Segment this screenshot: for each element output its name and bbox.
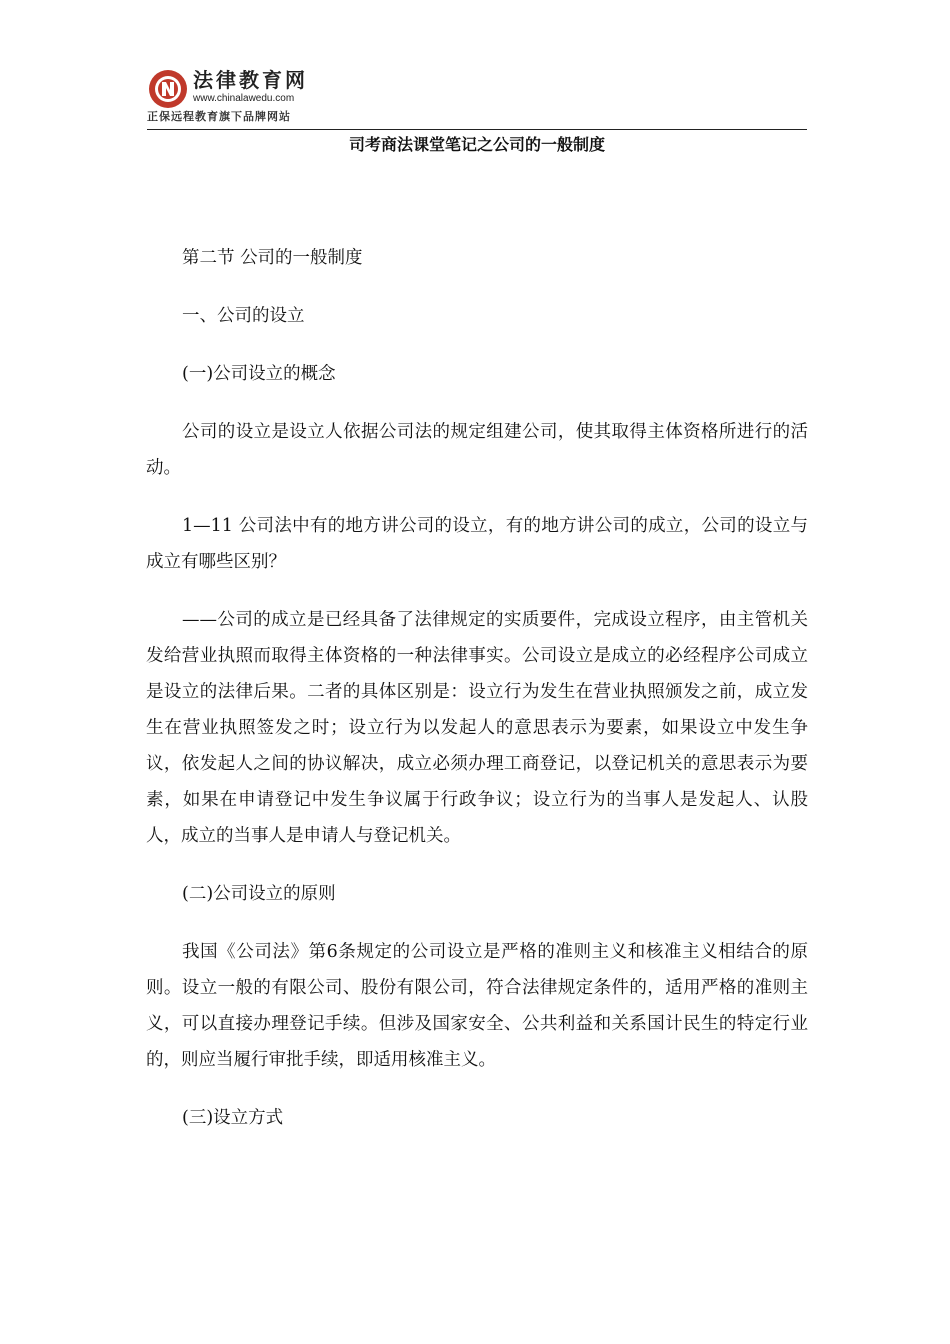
body-paragraph: 公司的设立是设立人依据公司法的规定组建公司，使其取得主体资格所进行的活动。 — [146, 422, 808, 478]
subsection-heading: (一)公司设立的概念 — [182, 364, 336, 384]
logo-name: 法律教育网 — [193, 68, 308, 92]
logo-subtitle: 正保远程教育旗下品牌网站 — [147, 110, 291, 123]
answer-paragraph: ——公司的成立是已经具备了法律规定的实质要件，完成设立程序，由主管机关发给营业执照而取得主体资格的一种法律事实。公司设立是成立的必经程序公司成立是设立的法律后果。二者的具体区别是：设立行为发生在营业执照颁发之前，成立发生在营业执照签发之时；设立行为以发起人的意思表示为要素，如果设立中发生争议，依发起人之间的协议解决，成立必须办理工商登记，以登记机关的意思表示为要素，如果在申请登记中发生争议属于行政争议；设立行为的当事人是发起人、认股人，成立的当事人是申请人与登记机关。 — [146, 610, 808, 846]
subsection-heading: 一、公司的设立 — [182, 306, 305, 326]
header-divider — [147, 129, 807, 130]
subsection-heading: (二)公司设立的原则 — [182, 884, 336, 904]
site-header — [147, 66, 807, 130]
document-body — [146, 240, 808, 1158]
subsection-heading: (三)设立方式 — [182, 1108, 284, 1128]
logo-url: www.chinalawedu.com — [193, 93, 295, 104]
body-paragraph: 我国《公司法》第6条规定的公司设立是严格的准则主义和核准主义相结合的原则。设立一般的有限公司、股份有限公司，符合法律规定条件的，适用严格的准则主义，可以直接办理登记手续。但涉及国家安全、公共利益和关系国计民生的特定行业的，则应当履行审批手续，即适用核准主义。 — [146, 942, 808, 1070]
document-title: 司考商法课堂笔记之公司的一般制度 — [348, 135, 605, 154]
law-edu-logo-icon — [147, 68, 189, 110]
section-heading: 第二节 公司的一般制度 — [182, 248, 363, 268]
question-paragraph: 1—11 公司法中有的地方讲公司的设立，有的地方讲公司的成立，公司的设立与成立有哪些区别？ — [146, 516, 808, 572]
